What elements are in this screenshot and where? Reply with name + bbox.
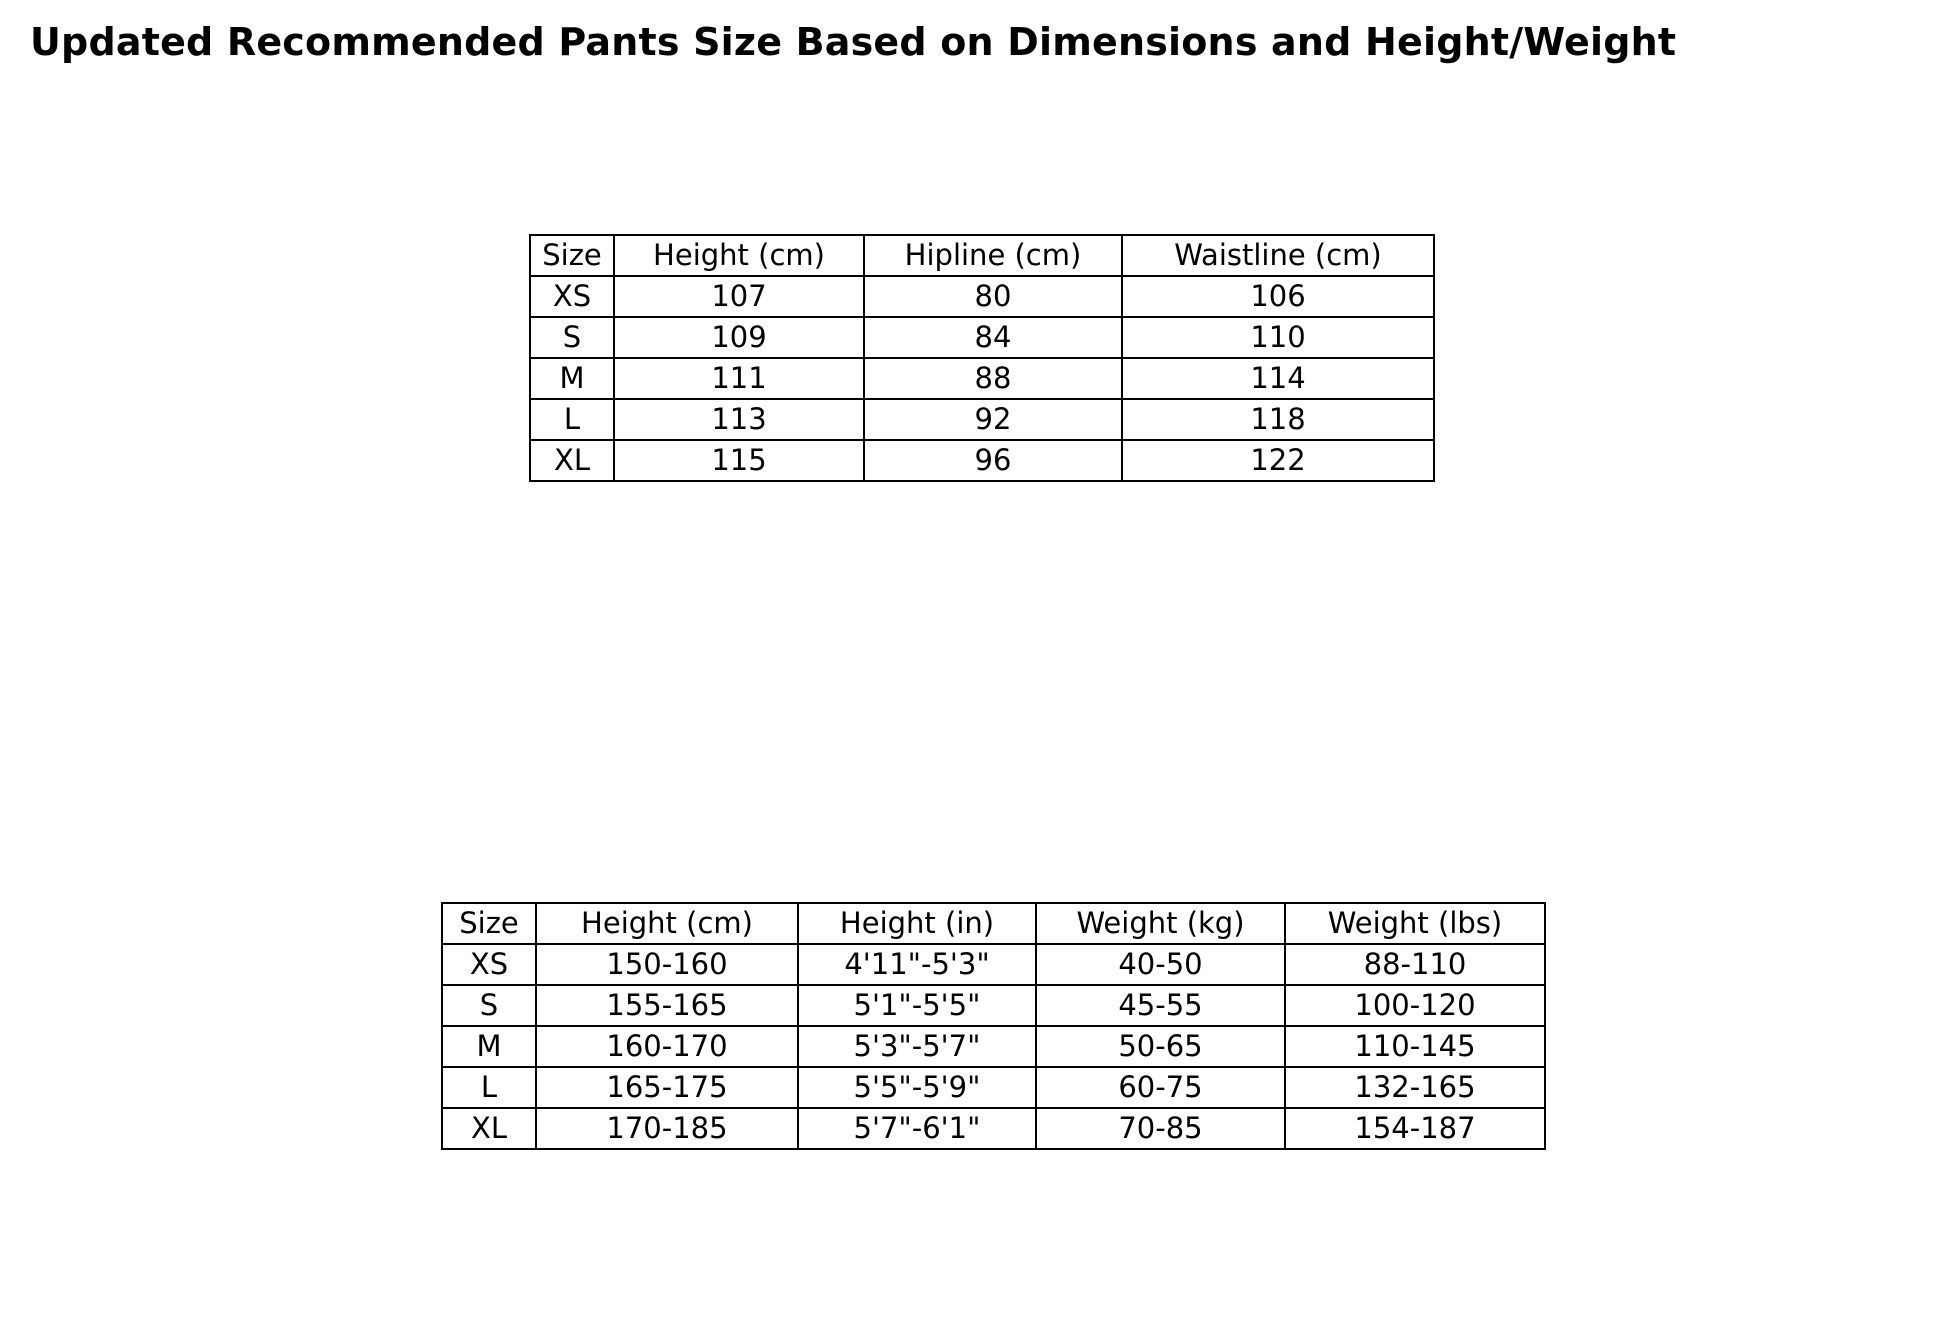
table-row [530,358,1434,399]
table-row [530,440,1434,481]
cell-weight-lbs: 88-110 [1285,944,1545,985]
cell-size: XL [442,1108,536,1149]
cell-height-cm: 160-170 [536,1026,798,1067]
column-header-height-in: Height (in) [798,903,1036,944]
cell-weight-kg: 70-85 [1036,1108,1285,1149]
page-title: Updated Recommended Pants Size Based on Dimensions and Height/Weight [30,20,1677,64]
cell-waistline-cm: 106 [1122,276,1434,317]
cell-height-cm: 115 [614,440,864,481]
cell-hipline-cm: 96 [864,440,1122,481]
table-row [442,944,1545,985]
cell-waistline-cm: 118 [1122,399,1434,440]
cell-weight-lbs: 132-165 [1285,1067,1545,1108]
column-header-hipline-cm: Hipline (cm) [864,235,1122,276]
table-row [442,1108,1545,1149]
cell-height-in: 5'1"-5'5" [798,985,1036,1026]
table-header-row [442,903,1545,944]
table-row [530,317,1434,358]
height-weight-table [441,902,1546,1150]
column-header-weight-kg: Weight (kg) [1036,903,1285,944]
cell-waistline-cm: 122 [1122,440,1434,481]
cell-weight-kg: 40-50 [1036,944,1285,985]
cell-height-cm: 155-165 [536,985,798,1026]
column-header-height-cm: Height (cm) [536,903,798,944]
cell-weight-lbs: 110-145 [1285,1026,1545,1067]
cell-hipline-cm: 80 [864,276,1122,317]
cell-weight-kg: 60-75 [1036,1067,1285,1108]
cell-height-cm: 107 [614,276,864,317]
table-row [530,276,1434,317]
table-header-row [530,235,1434,276]
cell-size: S [530,317,614,358]
cell-height-cm: 113 [614,399,864,440]
cell-height-in: 5'5"-5'9" [798,1067,1036,1108]
cell-size: S [442,985,536,1026]
column-header-size: Size [442,903,536,944]
cell-weight-lbs: 100-120 [1285,985,1545,1026]
table-row [442,1026,1545,1067]
column-header-waistline-cm: Waistline (cm) [1122,235,1434,276]
cell-size: L [442,1067,536,1108]
cell-height-in: 4'11"-5'3" [798,944,1036,985]
pants-dimensions-table [529,234,1435,482]
cell-height-cm: 170-185 [536,1108,798,1149]
cell-size: M [530,358,614,399]
cell-waistline-cm: 114 [1122,358,1434,399]
cell-height-in: 5'3"-5'7" [798,1026,1036,1067]
column-header-weight-lbs: Weight (lbs) [1285,903,1545,944]
cell-size: XL [530,440,614,481]
cell-hipline-cm: 88 [864,358,1122,399]
cell-weight-kg: 50-65 [1036,1026,1285,1067]
table-row [442,1067,1545,1108]
cell-height-cm: 109 [614,317,864,358]
cell-size: L [530,399,614,440]
cell-size: M [442,1026,536,1067]
cell-height-in: 5'7"-6'1" [798,1108,1036,1149]
cell-height-cm: 150-160 [536,944,798,985]
table-row [530,399,1434,440]
column-header-height-cm: Height (cm) [614,235,864,276]
column-header-size: Size [530,235,614,276]
cell-weight-lbs: 154-187 [1285,1108,1545,1149]
cell-size: XS [530,276,614,317]
cell-waistline-cm: 110 [1122,317,1434,358]
cell-height-cm: 165-175 [536,1067,798,1108]
cell-hipline-cm: 92 [864,399,1122,440]
table-row [442,985,1545,1026]
cell-size: XS [442,944,536,985]
cell-weight-kg: 45-55 [1036,985,1285,1026]
cell-height-cm: 111 [614,358,864,399]
cell-hipline-cm: 84 [864,317,1122,358]
